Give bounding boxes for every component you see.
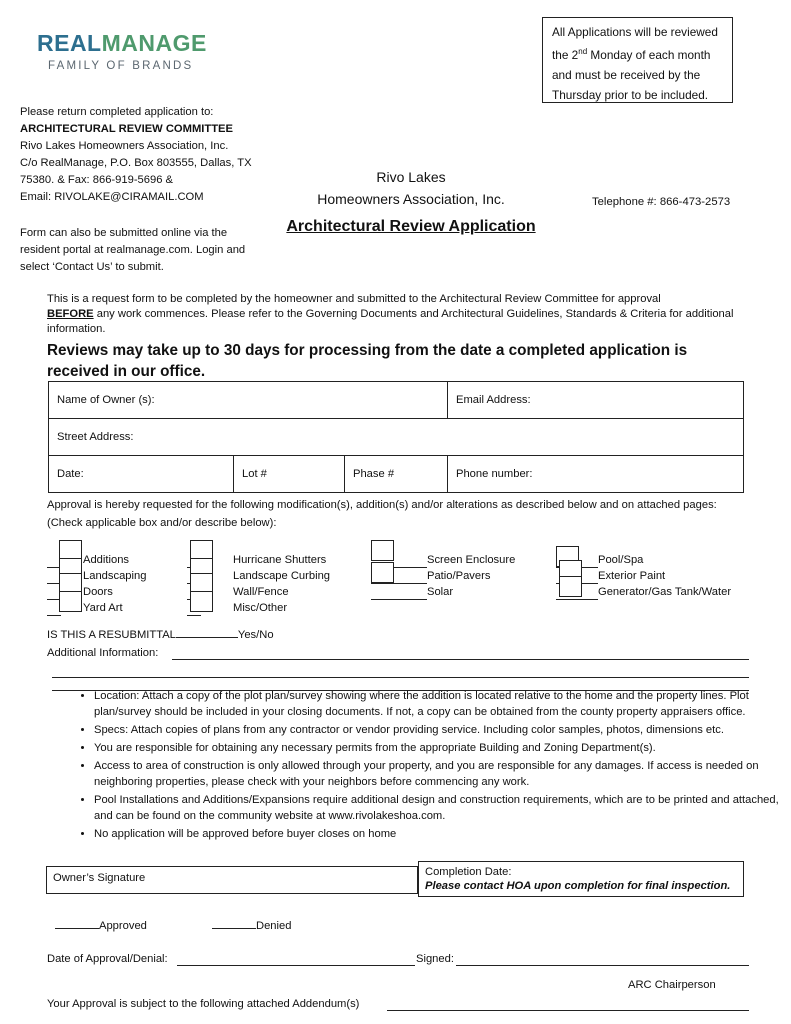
option-landscape-curbing: Landscape Curbing	[187, 568, 330, 584]
page-title: Architectural Review Application	[286, 218, 536, 235]
return-fax: 75380. & Fax: 866-919-5696 &	[20, 174, 174, 186]
notice-line: All Applications will be reviewed	[552, 25, 718, 39]
arc-chairperson-label: ARC Chairperson	[628, 979, 716, 991]
instruction-access: • Access to area of construction is only allowed through your property, and you are responsible for any damages. If access is needed on neighboring properties, please check with your neighbors before commencing any work.	[94, 758, 784, 790]
online-submission-note: Form can also be submitted online via the resident portal at realmanage.com. Login and select ‘Contact Us’ to submit.	[20, 227, 246, 273]
logo-text-real: REAL	[37, 30, 102, 56]
option-pool-spa: Pool/Spa	[556, 552, 731, 568]
option-solar: Solar	[371, 584, 515, 600]
processing-time-note: Reviews may take up to 30 days for processing from the date a completed application is received in our office.	[47, 342, 688, 380]
denied-blank[interactable]	[212, 928, 256, 929]
notice-line: Thursday prior to be included.	[552, 87, 709, 102]
owner-signature-field[interactable]: Owner’s Signature	[46, 866, 418, 894]
approved-blank[interactable]	[55, 928, 99, 929]
approved-line: Approved	[55, 920, 147, 932]
notice-line: and must be received by the	[552, 67, 701, 82]
instructions-list	[58, 688, 784, 844]
option-doors: Doors	[47, 584, 146, 600]
checkbox-screen-enclosure[interactable]	[371, 540, 394, 561]
approval-date-label: Date of Approval/Denial:	[47, 953, 168, 965]
checkbox-column-4	[556, 552, 731, 600]
phase-field[interactable]: Phase #	[345, 456, 448, 493]
addendum-line[interactable]	[387, 1010, 749, 1011]
option-additions: Additions	[47, 552, 146, 568]
instruction-closing: • No application will be approved before buyer closes on home	[94, 826, 784, 842]
option-generator: Generator/Gas Tank/Water	[556, 584, 731, 600]
checkbox-generator[interactable]	[559, 576, 582, 597]
instruction-specs: • Specs: Attach copies of plans from any contractor or vendor providing service. Including color samples, photos, dimensions etc.	[94, 722, 784, 738]
option-misc-other: Misc/Other	[187, 600, 330, 616]
lot-field[interactable]: Lot #	[234, 456, 345, 493]
phone-number-field[interactable]: Phone number:	[448, 456, 744, 493]
instruction-pool: • Pool Installations and Additions/Expansions require additional design and construction requirements, which are to be printed and attached, and can be found on the community website at www.rivolakeshoa.com.	[94, 792, 784, 824]
signed-line[interactable]	[456, 965, 749, 966]
additional-info-line-2[interactable]	[52, 677, 749, 678]
association-name: Rivo Lakes Homeowners Association, Inc.	[317, 169, 505, 207]
option-hurricane-shutters: Hurricane Shutters	[187, 552, 330, 568]
option-wall-fence: Wall/Fence	[187, 584, 330, 600]
option-screen-enclosure: Screen Enclosure	[371, 552, 515, 568]
owner-info-table	[48, 381, 744, 493]
checkbox-doors[interactable]	[59, 591, 82, 612]
logo-text-manage: MANAGE	[101, 30, 207, 56]
instruction-location: • Location: Attach a copy of the plot plan/survey showing where the addition is located relative to the home and the property lines. Plot plan/survey should be included in your closing documents. If not, a copy can be obtained from the county property appraisers office.	[94, 688, 784, 720]
email-field[interactable]: Email Address:	[448, 382, 744, 419]
date-field[interactable]: Date:	[49, 456, 234, 493]
option-yard-art: Yard Art	[47, 600, 146, 616]
final-inspection-note: Please contact HOA upon completion for final inspection.	[425, 880, 731, 892]
return-instruction: Please return completed application to:	[20, 106, 214, 118]
option-landscaping: Landscaping	[47, 568, 146, 584]
telephone-number: Telephone #: 866-473-2573	[592, 196, 731, 208]
denied-line: Denied	[212, 920, 291, 932]
approval-request-text: Approval is hereby requested for the following modification(s), addition(s) and/or alterations as described below and on attached pages: (Check applicable box and/or describe below):	[47, 499, 717, 529]
return-association: Rivo Lakes Homeowners Association, Inc.	[20, 140, 229, 152]
additional-info-label: Additional Information:	[47, 647, 159, 659]
checkbox-misc-other[interactable]	[190, 591, 213, 612]
option-exterior-paint: Exterior Paint	[556, 568, 731, 584]
before-emphasis: BEFORE	[47, 308, 94, 320]
committee-name: ARCHITECTURAL REVIEW COMMITTEE	[20, 123, 233, 135]
approval-date-line[interactable]	[177, 965, 415, 966]
logo-tagline: FAMILY OF BRANDS	[48, 60, 194, 72]
return-address	[20, 104, 252, 206]
resubmittal-blank[interactable]	[176, 637, 238, 638]
completion-date-field[interactable]: Completion Date: Please contact HOA upon completion for final inspection.	[418, 861, 744, 897]
return-po-box: C/o RealManage, P.O. Box 803555, Dallas, TX	[20, 157, 252, 169]
street-address-field[interactable]: Street Address:	[49, 419, 744, 456]
option-patio-pavers: Patio/Pavers	[371, 568, 515, 584]
realmanage-logo	[37, 30, 207, 57]
checkbox-patio-pavers[interactable]	[371, 562, 394, 583]
addendum-label: Your Approval is subject to the following attached Addendum(s)	[47, 998, 360, 1010]
owner-name-field[interactable]: Name of Owner (s):	[49, 382, 448, 419]
notice-line: the 2nd Monday of each month	[552, 47, 711, 62]
signed-label: Signed:	[416, 953, 454, 965]
intro-paragraph: This is a request form to be completed by the homeowner and submitted to the Architectural Review Committee for approval BEFORE any work commences. Please refer to the Governing Documents and Architectural Guidelines, Standards & Criteria for additional information.	[47, 293, 734, 335]
return-email: Email: RIVOLAKE@CIRAMAIL.COM	[20, 191, 204, 203]
instruction-permits: • You are responsible for obtaining any necessary permits from the appropriate Building and Zoning Department(s).	[94, 740, 784, 756]
review-schedule-notice	[542, 17, 733, 103]
resubmittal-question: IS THIS A RESUBMITTAL Yes/No	[47, 629, 274, 641]
additional-info-line-1[interactable]	[172, 659, 749, 660]
